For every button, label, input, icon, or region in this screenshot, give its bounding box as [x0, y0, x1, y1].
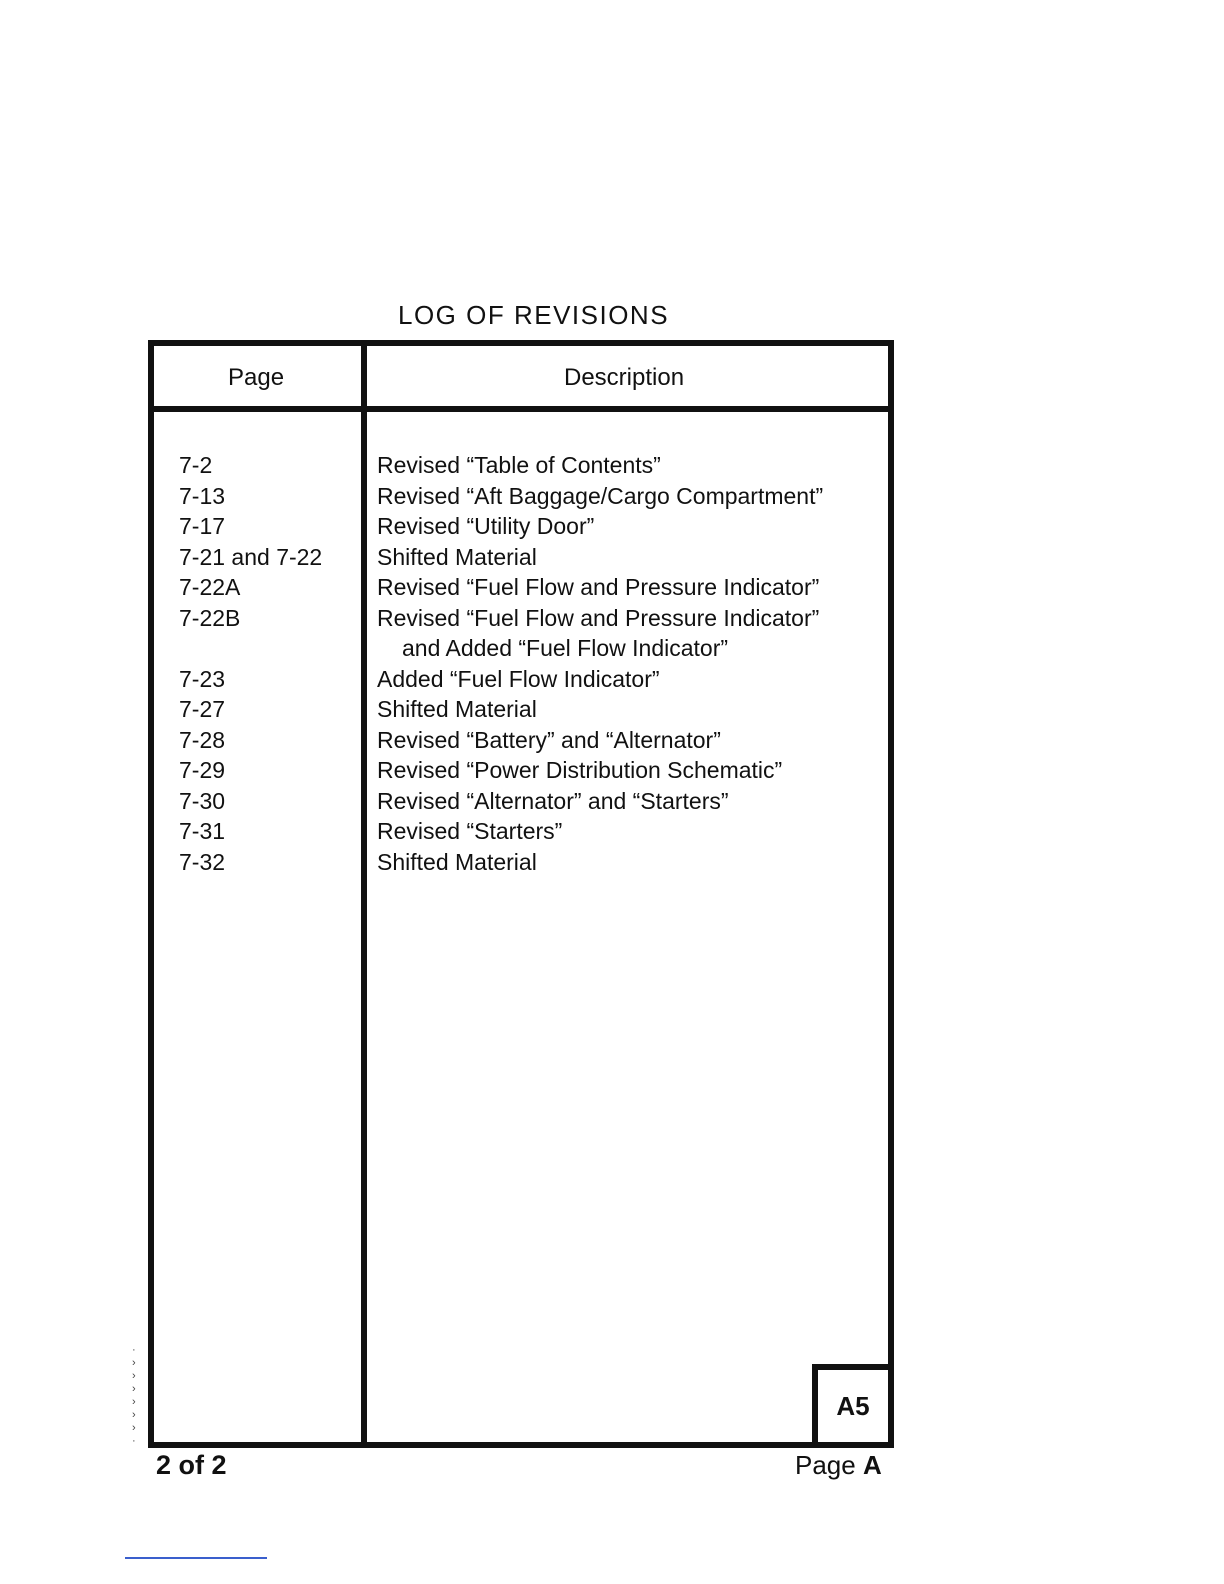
page-label: Page	[795, 1450, 856, 1480]
table-row	[154, 481, 888, 512]
row-description: Revised “Aft Baggage/Cargo Compartment”	[377, 482, 824, 509]
table-row	[154, 511, 888, 542]
row-description: and Added “Fuel Flow Indicator”	[402, 635, 729, 661]
table-row	[154, 786, 888, 817]
page-letter: A	[862, 1450, 882, 1480]
row-page: 7-28	[179, 726, 226, 753]
header-rule	[154, 406, 888, 412]
table-row	[154, 847, 888, 878]
row-page: 7-22B	[179, 604, 241, 631]
row-page: 7-31	[179, 818, 226, 844]
row-page: 7-2	[179, 452, 213, 478]
table-row	[154, 664, 888, 695]
row-page: 7-17	[179, 513, 226, 539]
header-description: Description	[564, 364, 685, 391]
table-row	[154, 450, 888, 481]
row-page: 7-23	[179, 665, 226, 692]
page-number	[795, 1450, 882, 1481]
row-page: 7-13	[179, 482, 226, 509]
row-description: Revised “Starters”	[377, 818, 563, 844]
row-page: 7-21 and 7-22	[179, 543, 323, 570]
revisions-table	[148, 340, 894, 1448]
row-description: Revised “Battery” and “Alternator”	[377, 726, 721, 753]
row-description: Shifted Material	[377, 696, 537, 722]
row-page: 7-32	[179, 848, 226, 875]
row-description: Revised “Power Distribution Schematic”	[377, 757, 783, 783]
row-description: Revised “Alternator” and “Starters”	[377, 787, 729, 814]
table-body	[154, 450, 888, 877]
row-page: 7-22A	[179, 574, 241, 600]
table-row	[154, 694, 888, 725]
row-description: Revised “Table of Contents”	[377, 452, 661, 478]
table-row	[154, 816, 888, 847]
row-description: Revised “Utility Door”	[377, 513, 595, 539]
document-title: LOG OF REVISIONS	[398, 300, 670, 330]
table-row	[154, 755, 888, 786]
bottom-rule	[125, 1557, 267, 1559]
sheet-count: 2 of 2	[156, 1450, 227, 1480]
row-description: Shifted Material	[377, 543, 537, 570]
row-description: Revised “Fuel Flow and Pressure Indicator”	[377, 604, 820, 631]
table-row	[154, 572, 888, 603]
row-description: Revised “Fuel Flow and Pressure Indicator”	[377, 574, 820, 600]
header-page: Page	[228, 364, 285, 391]
table-row	[154, 725, 888, 756]
row-page: 7-27	[179, 696, 226, 722]
table-row	[154, 603, 888, 634]
table-row-continuation	[154, 633, 888, 664]
row-page: 7-29	[179, 757, 226, 783]
row-page: 7-30	[179, 787, 226, 814]
margin-change-bar: · › › › › › › ·	[132, 1344, 136, 1447]
row-description: Added “Fuel Flow Indicator”	[377, 665, 660, 692]
revision-stamp: A5	[812, 1364, 894, 1448]
table-row	[154, 542, 888, 573]
row-description: Shifted Material	[377, 848, 537, 875]
